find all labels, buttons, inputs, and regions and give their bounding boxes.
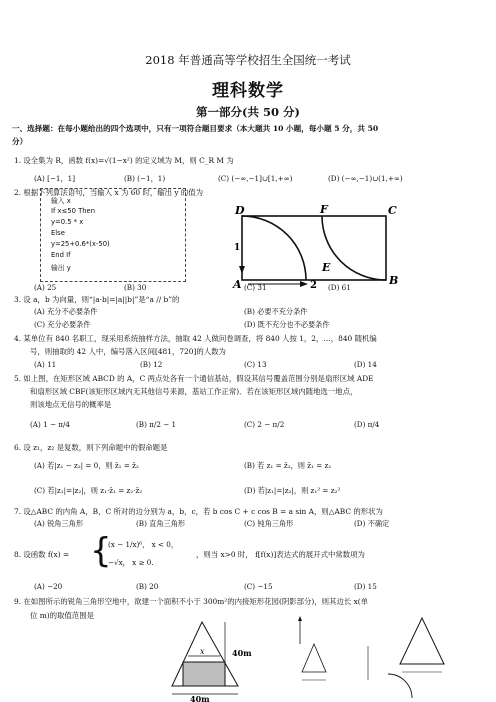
label-b: B (389, 274, 399, 287)
q3-option-b: (B) 必要不充分条件 (244, 307, 308, 316)
q5-line3: 则该地点无信号的概率是 (30, 400, 112, 409)
q4-option-b: (B) 12 (140, 360, 163, 369)
brace-symbol: { (90, 531, 112, 571)
q8-option-d: (D) 15 (354, 582, 377, 591)
q7-option-b: (B) 直角三角形 (136, 519, 186, 528)
q9-line2: 位 m)的取值范围是 (30, 611, 94, 620)
sketch-triangle-small (302, 644, 326, 672)
q3-option-c: (C) 充分必要条件 (34, 320, 91, 329)
label-c: C (388, 204, 397, 217)
q4-line2: 号，则抽取的 42 人中，编号落入区间[481，720]的人数为 (30, 347, 226, 356)
q5-option-c: (C) 2 − π/2 (244, 420, 285, 429)
q5-option-b: (B) π/2 − 1 (136, 420, 177, 429)
sketch-triangle-large (400, 618, 444, 664)
q6-option-b: (B) 若 z₁ = z̄₂，则 z̄₁ = z₂ (244, 461, 332, 470)
part-title: 第一部分(共 50 分) (196, 105, 300, 119)
code-line: y=0.5 * x (51, 218, 84, 226)
q2-option-c: (C) 31 (244, 283, 267, 292)
q7-option-c: (C) 钝角三角形 (244, 519, 294, 528)
q3-stem: 3. 设 a，b 为向量，则“|a·b|=|a||b|”是“a // b”的 (14, 295, 180, 304)
q8-case1: (x − 1/x)⁶， x < 0， (108, 540, 179, 549)
dim-arrow-down (239, 266, 245, 274)
q1-option-d: (D) (−∞,−1)∪(1,+∞) (328, 174, 403, 183)
sketch-arrow-icon (298, 616, 302, 621)
q1-option-b: (B) (−1，1) (124, 174, 166, 183)
label-e: E (322, 261, 331, 274)
q8-option-a: (A) −20 (34, 582, 63, 591)
q8-option-c: (C) −15 (244, 582, 273, 591)
code-line: If x≤50 Then (51, 207, 96, 215)
label-2: 2 (310, 280, 317, 288)
sector-ade (242, 216, 306, 280)
q4-option-a: (A) 11 (34, 360, 57, 369)
section-heading-line2: 分） (12, 137, 28, 146)
shaded-rectangle (183, 662, 225, 686)
sector-cbf (322, 216, 386, 280)
code-line: y=25+0.6*(x-50) (51, 240, 110, 248)
label-d: D (235, 204, 245, 217)
label-a: A (233, 278, 242, 288)
label-1: 1 (234, 243, 241, 253)
q5-line2: 和扇形区域 CBF(该矩形区域内无其他信号来源，基站工作正常)．若在该矩形区域内随地选一地点， (30, 387, 358, 396)
label-f: F (320, 203, 328, 216)
code-line: End If (51, 251, 71, 259)
q2-option-d: (D) 61 (328, 283, 351, 292)
q3-option-d: (D) 既不充分也不必要条件 (244, 320, 330, 329)
q6-option-a: (A) 若|z₁ − z₂| = 0，则 z̄₁ = z̄₂ (34, 461, 139, 470)
code-line: 输出 y (51, 264, 71, 272)
q8-tail: ，则当 x>0 时， f[f(x)]表达式的展开式中常数项为 (196, 550, 365, 559)
label-base-40m: 40m (190, 694, 210, 702)
q6-option-c: (C) 若|z₁|=|z₂|，则 z₁·z̄₁ = z₂·z̄₂ (34, 486, 143, 495)
section-heading-line1: 一、选择题：在每小题给出的四个选项中，只有一项符合题目要求（本大题共 10 小题，每小题 5 分，共 50 (12, 124, 379, 133)
q7-stem: 7. 设△ABC 的内角 A，B，C 所对的边分别为 a，b，c，若 b cos C + c cos B = a sin A，则△ABC 的形状为 (14, 507, 383, 516)
q5-line1: 5. 如上图，在矩形区域 ABCD 的 A，C 两点处各有一个通信基站，假设其信号覆盖范围分别是扇形区域 ADE (14, 374, 374, 383)
option-sketch-diagrams (292, 610, 492, 702)
q4-option-c: (C) 13 (244, 360, 267, 369)
q5-option-d: (D) π/4 (354, 420, 380, 429)
subject-title: 理科数学 (212, 81, 284, 101)
q9-line1: 9. 在如图所示的锐角三角形空地中，欲建一个面积不小于 300m²的内接矩形花园(阴影部分)，则其边长 x(单 (14, 597, 369, 606)
q3-option-a: (A) 充分不必要条件 (34, 307, 98, 316)
exam-title: 2018 年普通高等学校招生全国统一考试 (145, 53, 351, 67)
dim-arrow-right (300, 281, 308, 287)
q4-line1: 4. 某单位有 840 名职工，现采用系统抽样方法，抽取 42 人做问卷调查，将 840 人按 1，2，…，840 随机编 (14, 334, 377, 343)
algorithm-box (40, 188, 186, 282)
q5-option-a: (A) 1 − π/4 (30, 420, 70, 429)
q4-option-d: (D) 14 (354, 360, 377, 369)
sketch-arc (388, 674, 412, 698)
q1-option-c: (C) (−∞,−1]∪[1,+∞) (218, 174, 293, 183)
rectangle-sector-figure (232, 202, 404, 288)
q7-option-d: (D) 不确定 (354, 519, 390, 528)
label-x: x (200, 647, 205, 656)
q8-option-b: (B) 20 (136, 582, 159, 591)
q2-option-b: (B) 30 (124, 283, 147, 292)
q6-option-d: (D) 若|z₁|=|z₂|，则 z₁² = z₂² (244, 486, 341, 495)
q2-option-a: (A) 25 (34, 283, 57, 292)
code-line: Else (51, 229, 65, 237)
q8-case2: −√x， x ≥ 0. (108, 558, 154, 567)
q1-option-a: (A) [−1，1] (34, 174, 76, 183)
q6-stem: 6. 设 z₁，z₂ 是复数，则下列命题中的假命题是 (14, 443, 168, 452)
section-heading (12, 122, 482, 148)
q8-lead: 8. 设函数 f(x) = (14, 550, 70, 559)
q7-option-a: (A) 锐角三角形 (34, 519, 84, 528)
q2-stem: 2. 根据下列算法语句，当输入 x 为 60 时，输出 y 的值为 (14, 188, 204, 197)
q1-stem: 1. 设全集为 R，函数 f(x)=√(1−x²) 的定义域为 M，则 C_R M 为 (14, 156, 234, 165)
rect-abcd (242, 216, 386, 280)
label-side-40m: 40m (232, 648, 252, 658)
code-line: 输入 x (51, 197, 71, 205)
triangle-garden-figure (162, 620, 282, 702)
